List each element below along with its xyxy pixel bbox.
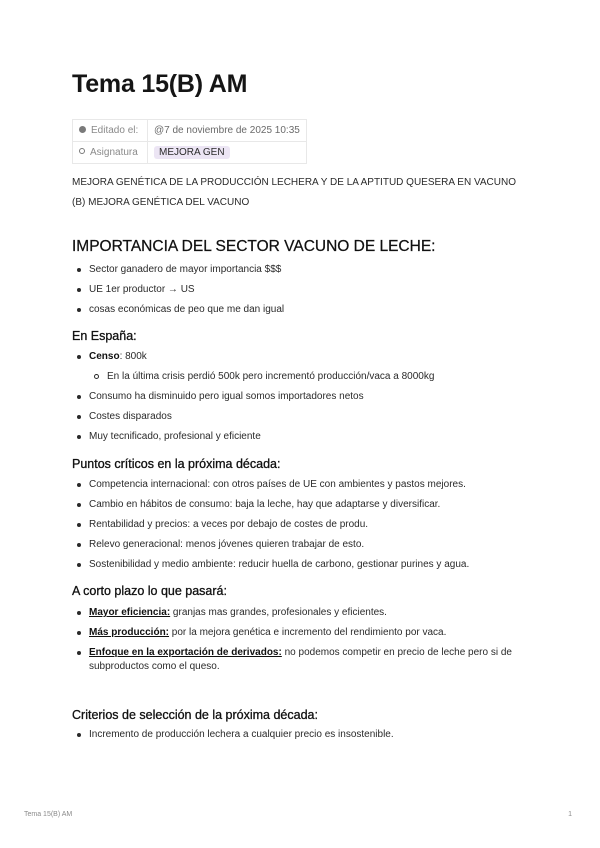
- list-item: Consumo ha disminuido pero igual somos importadores netos: [72, 390, 542, 404]
- property-row-edited: [73, 120, 307, 142]
- list-item: Cambio en hábitos de consumo: baja la leche, hay que adaptarse y diversificar.: [72, 498, 542, 512]
- item-text: granjas mas grandes, profesionales y eficientes.: [170, 607, 387, 618]
- list-item: Costes disparados: [72, 410, 542, 424]
- list-criterios: [72, 728, 542, 748]
- page-number: 1: [568, 811, 572, 818]
- censo-value: : 800k: [119, 351, 147, 362]
- list-item: Incremento de producción lechera a cualquier precio es insostenible.: [72, 728, 542, 742]
- item-text: no podemos competir en precio de leche pero si de subproductos como el queso.: [89, 647, 512, 672]
- clock-icon: [79, 126, 86, 133]
- intro: [72, 173, 516, 213]
- list-item: cosas económicas de peo que me dan igual: [72, 303, 542, 317]
- intro-line: MEJORA GENÉTICA DE LA PRODUCCIÓN LECHERA Y DE LA APTITUD QUESERA EN VACUNO: [72, 177, 517, 188]
- list-item: [72, 646, 542, 674]
- item-label: Mayor eficiencia:: [89, 607, 171, 618]
- list-item: Sector ganadero de mayor importancia $$$: [72, 263, 542, 277]
- list-importancia: [72, 263, 542, 323]
- subject-value: [148, 142, 307, 164]
- property-key-subject: [73, 142, 148, 164]
- list-puntos-criticos: [72, 478, 542, 578]
- heading-espana: En España:: [72, 329, 137, 343]
- intro-line: (B) MEJORA GENÉTICA DEL VACUNO: [72, 197, 250, 208]
- list-item: Relevo generacional: menos jóvenes quieren trabajar de esto.: [72, 538, 542, 552]
- properties-table: [72, 119, 307, 164]
- censo-label: Censo: [89, 351, 120, 362]
- page-title: Tema 15(B) AM: [72, 70, 248, 98]
- property-key-edited: [73, 120, 148, 142]
- list-item: Competencia internacional: con otros países de UE con ambientes y pastos mejores.: [72, 478, 542, 492]
- subject-label: Asignatura: [90, 147, 138, 158]
- heading-importancia: IMPORTANCIA DEL SECTOR VACUNO DE LECHE:: [72, 238, 436, 255]
- list-corto-plazo: [72, 606, 542, 680]
- edited-label: Editado el:: [91, 125, 139, 136]
- list-item: Rentabilidad y precios: a veces por debajo de costes de produ.: [72, 518, 542, 532]
- list-item: [72, 626, 542, 640]
- item-text: por la mejora genética e incremento del rendimiento por vaca.: [169, 627, 447, 638]
- heading-criterios: Criterios de selección de la próxima década:: [72, 708, 318, 722]
- subject-tag[interactable]: MEJORA GEN: [154, 146, 230, 159]
- list-espana: [72, 350, 542, 450]
- footer-title: Tema 15(B) AM: [24, 811, 73, 818]
- edited-value: @7 de noviembre de 2025 10:35: [148, 120, 307, 142]
- sub-list-item: En la última crisis perdió 500k pero incrementó producción/vaca a 8000kg: [72, 370, 542, 384]
- heading-puntos-criticos: Puntos críticos en la próxima década:: [72, 457, 281, 471]
- item-label: Más producción:: [89, 627, 170, 638]
- list-item: [72, 606, 542, 620]
- list-item: Sostenibilidad y medio ambiente: reducir huella de carbono, gestionar purines y agua.: [72, 558, 542, 572]
- select-icon: [79, 148, 85, 154]
- list-item: UE 1er productor → US: [72, 283, 542, 297]
- heading-corto-plazo: A corto plazo lo que pasará:: [72, 584, 227, 598]
- property-row-subject: [73, 142, 307, 164]
- item-label: Enfoque en la exportación de derivados:: [89, 647, 282, 658]
- list-item: Muy tecnificado, profesional y eficiente: [72, 430, 542, 444]
- list-item: [72, 350, 542, 364]
